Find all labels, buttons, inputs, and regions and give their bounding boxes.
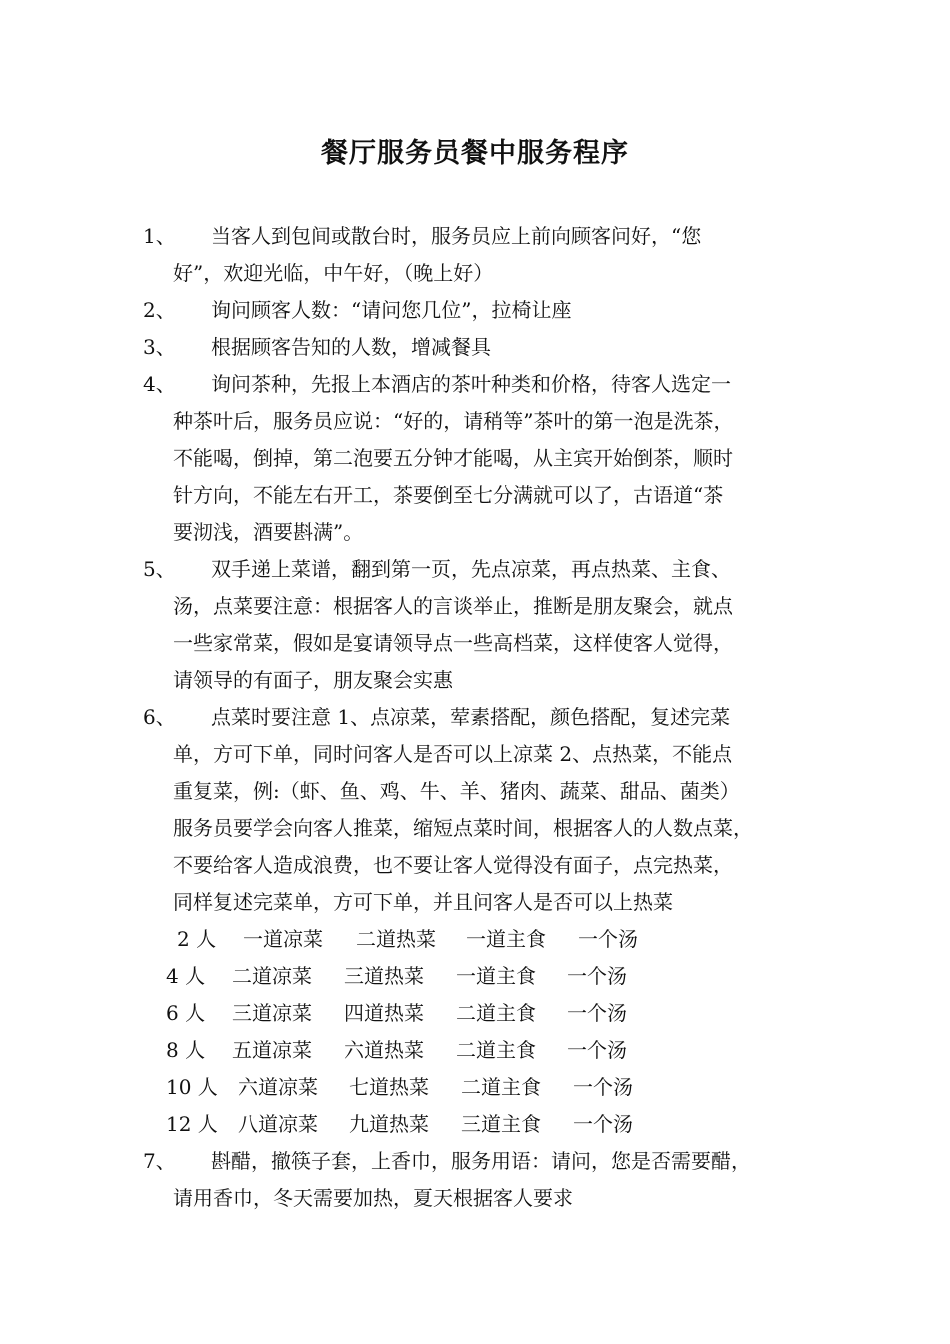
table-cell-people: 2 人 xyxy=(177,927,217,951)
list-item-line: 当客人到包间或散台时，服务员应上前向顾客问好，“您 xyxy=(211,224,702,248)
list-item-line: 一些家常菜，假如是宴请领导点一些高档菜，这样使客人觉得， xyxy=(173,631,733,655)
table-cell-people: 10 人 xyxy=(166,1075,218,1099)
table-cell-hot: 九道热菜 xyxy=(349,1112,429,1136)
table-cell-people: 8 人 xyxy=(166,1038,206,1062)
list-item-line: 汤，点菜要注意：根据客人的言谈举止，推断是朋友聚会，就点 xyxy=(173,594,733,618)
list-item-line: 不能喝，倒掉，第二泡要五分钟才能喝，从主宾开始倒茶，顺时 xyxy=(173,446,733,470)
table-cell-hot: 七道热菜 xyxy=(349,1075,429,1099)
list-item-line: 种茶叶后，服务员应说：“好的，请稍等”茶叶的第一泡是洗茶， xyxy=(173,409,734,433)
list-item-line: 询问茶种，先报上本酒店的茶叶种类和价格，待客人选定一 xyxy=(211,372,731,396)
table-cell-staple: 二道主食 xyxy=(461,1075,541,1099)
table-cell-staple: 三道主食 xyxy=(461,1112,541,1136)
list-item-line: 同样复述完菜单，方可下单，并且问客人是否可以上热菜 xyxy=(173,890,673,914)
list-item-line: 斟醋，撤筷子套，上香巾，服务用语：请问，您是否需要醋， xyxy=(211,1149,751,1173)
table-cell-hot: 四道热菜 xyxy=(344,1001,424,1025)
list-item-line: 好”，欢迎光临，中午好，（晚上好） xyxy=(173,261,494,285)
table-cell-people: 6 人 xyxy=(166,1001,206,1025)
table-cell-cold: 三道凉菜 xyxy=(232,1001,312,1025)
list-item-line: 双手递上菜谱，翻到第一页，先点凉菜，再点热菜、主食、 xyxy=(211,557,731,581)
list-item-number: 2、 xyxy=(143,298,176,322)
table-cell-staple: 一道主食 xyxy=(466,927,546,951)
table-cell-soup: 一个汤 xyxy=(578,927,638,951)
list-item-number: 7、 xyxy=(143,1149,176,1173)
table-cell-cold: 二道凉菜 xyxy=(232,964,312,988)
table-cell-staple: 一道主食 xyxy=(456,964,536,988)
table-cell-soup: 一个汤 xyxy=(573,1112,633,1136)
table-cell-soup: 一个汤 xyxy=(567,964,627,988)
list-item-line: 单，方可下单，同时问客人是否可以上凉菜 2、点热菜，不能点 xyxy=(173,742,733,766)
page-title: 餐厅服务员餐中服务程序 xyxy=(321,138,629,169)
table-cell-cold: 八道凉菜 xyxy=(238,1112,318,1136)
list-item-number: 5、 xyxy=(143,557,176,581)
table-cell-staple: 二道主食 xyxy=(456,1038,536,1062)
table-cell-soup: 一个汤 xyxy=(573,1075,633,1099)
list-item-line: 要沏浅，酒要斟满”。 xyxy=(173,520,364,544)
table-cell-soup: 一个汤 xyxy=(567,1001,627,1025)
list-item-number: 1、 xyxy=(143,224,176,248)
list-item-number: 4、 xyxy=(143,372,176,396)
list-item-line: 请用香巾，冬天需要加热，夏天根据客人要求 xyxy=(173,1186,573,1210)
table-cell-people: 4 人 xyxy=(166,964,206,988)
table-cell-hot: 六道热菜 xyxy=(344,1038,424,1062)
table-cell-hot: 二道热菜 xyxy=(356,927,436,951)
table-cell-soup: 一个汤 xyxy=(567,1038,627,1062)
list-item-line: 服务员要学会向客人推菜，缩短点菜时间，根据客人的人数点菜， xyxy=(173,816,753,840)
list-item-line: 针方向，不能左右开工，茶要倒至七分满就可以了，古语道“茶 xyxy=(173,483,724,507)
table-cell-hot: 三道热菜 xyxy=(344,964,424,988)
table-cell-staple: 二道主食 xyxy=(456,1001,536,1025)
list-item-line: 根据顾客告知的人数，增减餐具 xyxy=(211,335,491,359)
list-item-number: 3、 xyxy=(143,335,176,359)
list-item-line: 询问顾客人数：“请问您几位”，拉椅让座 xyxy=(211,298,572,322)
list-item-line: 重复菜，例:（虾、鱼、鸡、牛、羊、猪肉、蔬菜、甜品、菌类） xyxy=(173,779,740,803)
table-cell-people: 12 人 xyxy=(166,1112,218,1136)
table-cell-cold: 五道凉菜 xyxy=(232,1038,312,1062)
table-cell-cold: 一道凉菜 xyxy=(243,927,323,951)
list-item-line: 请领导的有面子，朋友聚会实惠 xyxy=(173,668,453,692)
list-item-line: 点菜时要注意 1、点凉菜，荤素搭配，颜色搭配，复述完菜 xyxy=(211,705,731,729)
table-cell-cold: 六道凉菜 xyxy=(238,1075,318,1099)
list-item-number: 6、 xyxy=(143,705,176,729)
list-item-line: 不要给客人造成浪费，也不要让客人觉得没有面子，点完热菜， xyxy=(173,853,733,877)
